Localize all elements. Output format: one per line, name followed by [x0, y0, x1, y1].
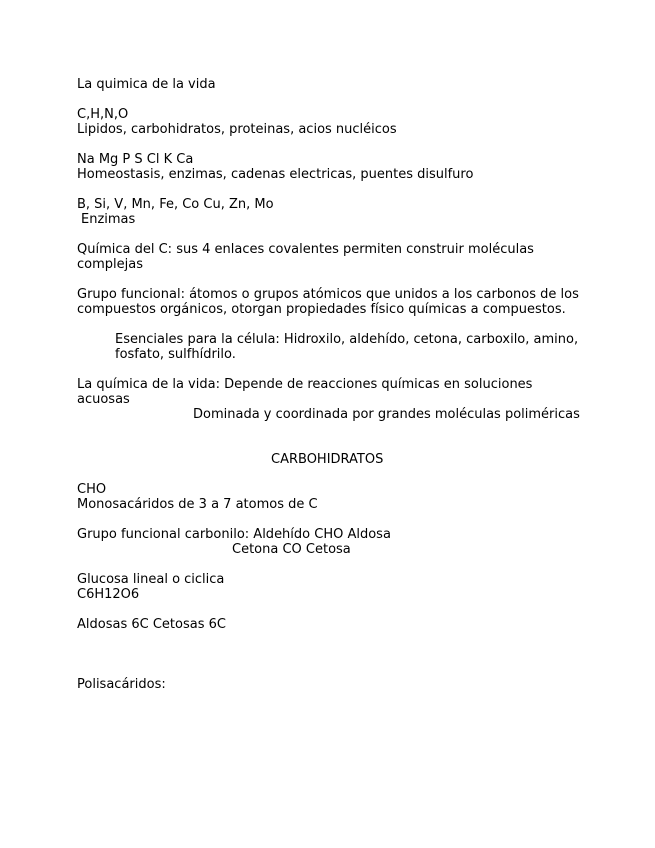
line-glucosa: Glucosa lineal o ciclica: [77, 572, 225, 587]
line-quimica-vida-2: acuosas: [77, 392, 130, 407]
line-trace-elements: B, Si, V, Mn, Fe, Co Cu, Zn, Mo: [77, 197, 274, 212]
line-grupo-funcional-2: compuestos orgánicos, otorgan propiedades físico químicas a compuestos.: [77, 302, 566, 317]
line-lipidos: Lipidos, carbohidratos, proteinas, acios nucléicos: [77, 122, 397, 137]
line-esenciales-1: Esenciales para la célula: Hidroxilo, aldehído, cetona, carboxilo, amino,: [115, 332, 579, 347]
line-chno: C,H,N,O: [77, 107, 129, 122]
line-carbonilo: Grupo funcional carbonilo: Aldehído CHO Aldosa: [77, 527, 391, 542]
line-quimica-vida-1: La química de la vida: Depende de reacciones químicas en soluciones: [77, 377, 533, 392]
line-dominada: Dominada y coordinada por grandes moléculas poliméricas: [193, 407, 580, 422]
line-formula: C6H12O6: [77, 587, 140, 602]
line-polisacaridos: Polisacáridos:: [77, 677, 166, 692]
line-homeostasis: Homeostasis, enzimas, cadenas electricas, puentes disulfuro: [77, 167, 474, 182]
line-cetona: Cetona CO Cetosa: [232, 542, 351, 557]
line-grupo-funcional-1: Grupo funcional: átomos o grupos atómicos que unidos a los carbonos de los: [77, 287, 579, 302]
heading-carbohidratos: CARBOHIDRATOS: [271, 452, 384, 467]
line-monosacaridos: Monosacáridos de 3 a 7 atomos de C: [77, 497, 318, 512]
line-enzimas: Enzimas: [81, 212, 136, 227]
line-quimica-c-2: complejas: [77, 257, 143, 272]
line-quimica-c-1: Química del C: sus 4 enlaces covalentes permiten construir moléculas: [77, 242, 534, 257]
line-minerals: Na Mg P S Cl K Ca: [77, 152, 194, 167]
line-aldosas-cetosas: Aldosas 6C Cetosas 6C: [77, 617, 226, 632]
line-cho: CHO: [77, 482, 107, 497]
line-title: La quimica de la vida: [77, 77, 216, 92]
line-esenciales-2: fosfato, sulfhídrilo.: [115, 347, 236, 362]
